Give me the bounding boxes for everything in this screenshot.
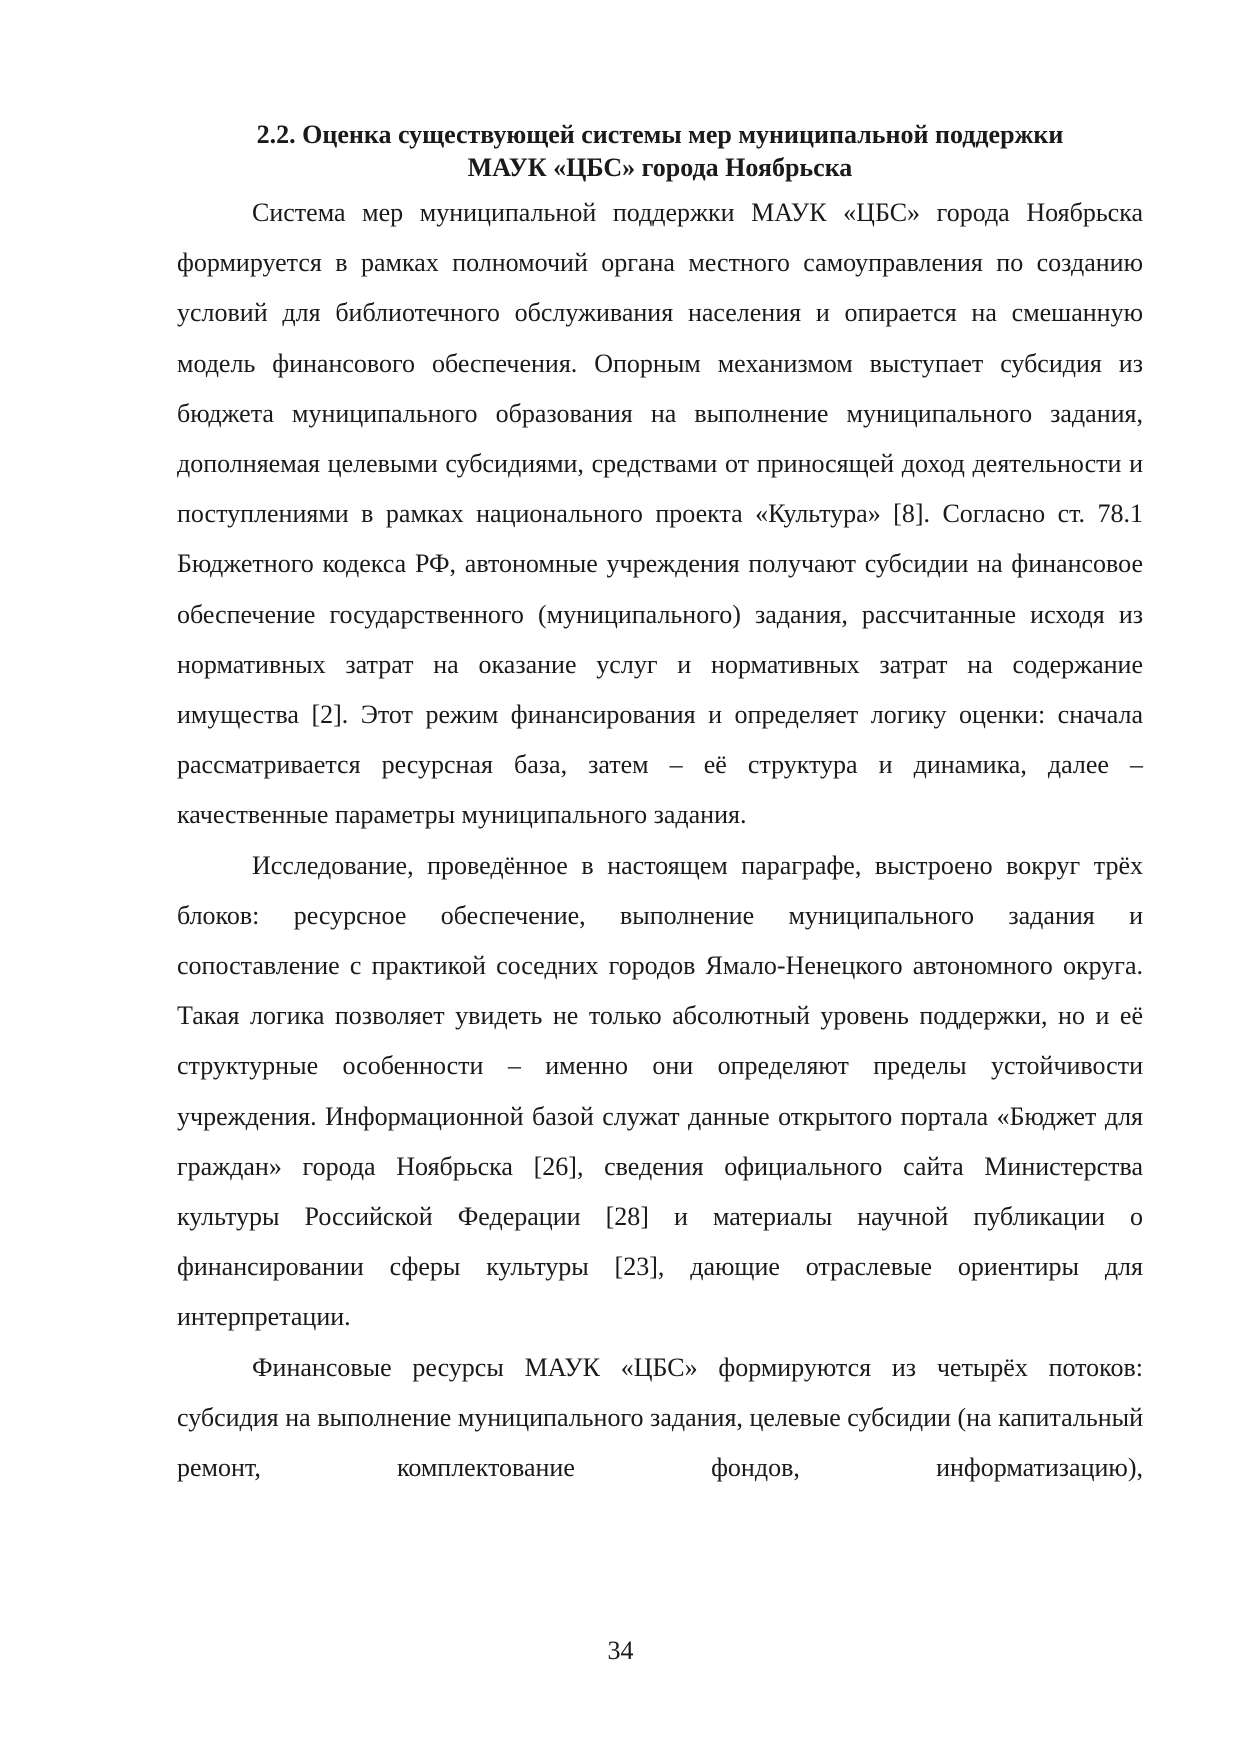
paragraph-1: Система мер муниципальной поддержки МАУК «ЦБС» города Ноябрьска формируется в рамках полномочий органа местного самоуправления по созданию условий для библиотечного обслуживания населения и опирается на смешанную модель финансового обеспечения. Опорным механизмом выступает субсидия из бюджета муниципального образования на выполнение муниципального задания, дополняемая целевыми субсидиями, средствами от приносящей доход деятельности и поступлениями в рамках национального проекта «Культура» [8]. Согласно ст. 78.1 Бюджетного кодекса РФ, автономные учреждения получают субсидии на финансовое обеспечение государственного (муниципального) задания, рассчитанные исходя из нормативных затрат на оказание услуг и нормативных затрат на содержание имущества [2]. Этот режим финансирования и определяет логику оценки: сначала рассматривается ресурсная база, затем – её структура и динамика, далее – качественные параметры муниципального задания. <box>177 198 1143 830</box>
paragraph-2: Исследование, проведённое в настоящем параграфе, выстроено вокруг трёх блоков: ресурсное обеспечение, выполнение муниципального задания и сопоставление с практикой соседних городов Ямало-Ненецкого автономного округа. Такая логика позволяет увидеть не только абсолютный уровень поддержки, но и её структурные особенности – именно они определяют пределы устойчивости учреждения. Информационной базой служат данные открытого портала «Бюджет для граждан» города Ноябрьска [26], сведения официального сайта Министерства культуры Российской Федерации [28] и материалы научной публикации о финансировании сферы культуры [23], дающие отраслевые ориентиры для интерпретации. <box>177 850 1143 1332</box>
section-heading <box>177 118 1143 184</box>
paragraph-3: Финансовые ресурсы МАУК «ЦБС» формируются из четырёх потоков: субсидия на выполнение муниципального задания, целевые субсидии (на капитальный ремонт, комплектование фондов, информатизацию), <box>177 1352 1143 1483</box>
page-content <box>177 118 1143 1493</box>
section-heading-line-1: 2.2. Оценка существующей системы мер муниципальной поддержки <box>256 120 1064 149</box>
page-number: 34 <box>607 1636 634 1665</box>
section-heading-line-2: МАУК «ЦБС» города Ноябрьска <box>467 153 853 182</box>
